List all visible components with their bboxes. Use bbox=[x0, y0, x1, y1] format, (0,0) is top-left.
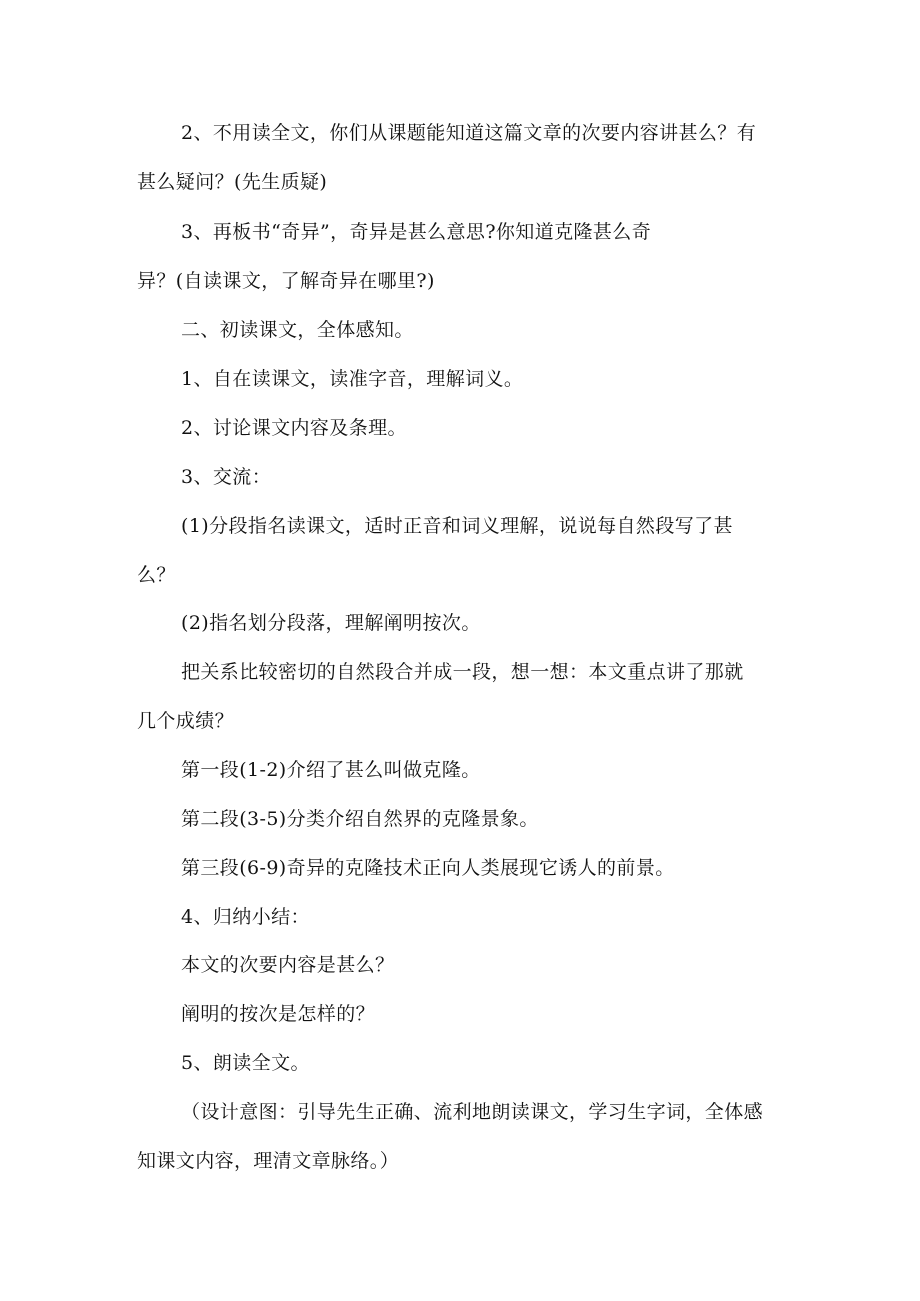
paragraph-7-line-2: 么？ bbox=[137, 564, 176, 586]
paragraph-2-line-2: 异？(自读课文，了解奇异在哪里?) bbox=[137, 270, 435, 292]
paragraph-14: 本文的次要内容是甚么？ bbox=[181, 954, 395, 976]
paragraph-17-line-1: （设计意图：引导先生正确、流利地朗读课文，学习生字词，全体感 bbox=[181, 1101, 764, 1123]
paragraph-1-line-1: 2、不用读全文，你们从课题能知道这篇文章的次要内容讲甚么？有 bbox=[181, 122, 757, 144]
paragraph-10: 第一段(1-2)介绍了甚么叫做克隆。 bbox=[181, 759, 481, 781]
paragraph-3: 二、初读课文，全体感知。 bbox=[181, 319, 414, 341]
paragraph-12: 第三段(6-9)奇异的克隆技术正向人类展现它诱人的前景。 bbox=[181, 857, 675, 879]
paragraph-17-line-2: 知课文内容，理清文章脉络。） bbox=[137, 1150, 400, 1172]
paragraph-1-line-2: 甚么疑问？(先生质疑) bbox=[137, 171, 328, 193]
paragraph-9-line-2: 几个成绩？ bbox=[137, 710, 235, 732]
paragraph-16: 5、朗读全文。 bbox=[181, 1052, 310, 1074]
paragraph-8: (2)指名划分段落，理解阐明按次。 bbox=[181, 612, 481, 634]
paragraph-15: 阐明的按次是怎样的？ bbox=[181, 1003, 376, 1025]
paragraph-6: 3、交流： bbox=[181, 466, 272, 488]
paragraph-9-line-1: 把关系比较密切的自然段合并成一段，想一想：本文重点讲了那就 bbox=[181, 661, 744, 683]
paragraph-5: 2、讨论课文内容及条理。 bbox=[181, 417, 407, 439]
paragraph-4: 1、自在读课文，读准字音，理解词义。 bbox=[181, 368, 524, 390]
paragraph-2-line-1: 3、再板书“奇异”，奇异是甚么意思?你知道克隆甚么奇 bbox=[181, 221, 652, 243]
paragraph-13: 4、归纳小结： bbox=[181, 906, 310, 928]
paragraph-7-line-1: (1)分段指名读课文，适时正音和词义理解，说说每自然段写了甚 bbox=[181, 515, 733, 537]
paragraph-11: 第二段(3-5)分类介绍自然界的克隆景象。 bbox=[181, 808, 539, 830]
